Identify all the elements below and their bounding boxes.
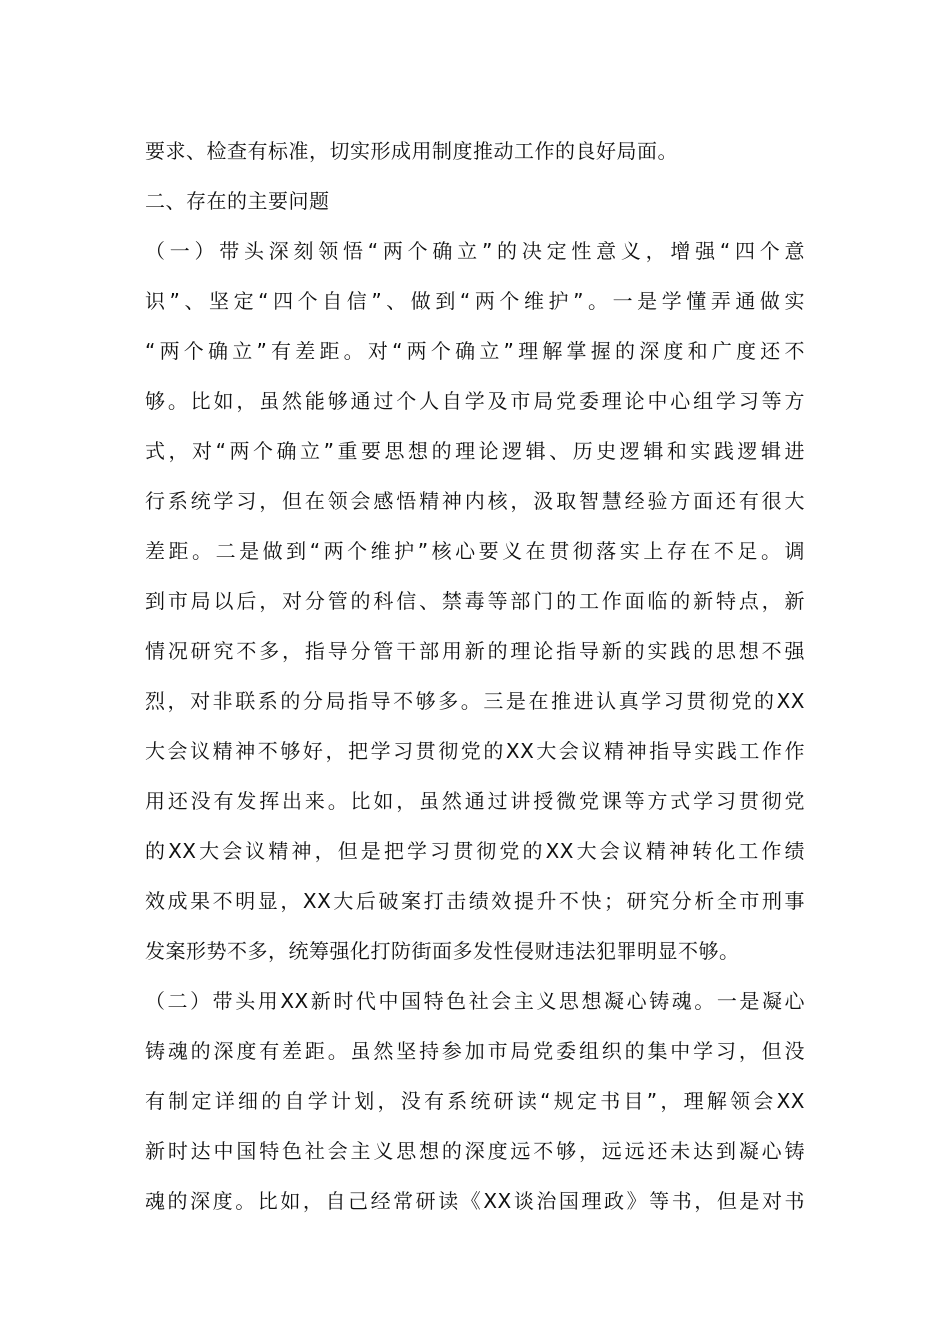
text-line: 情况研究不多，指导分管干部用新的理论指导新的实践的思想不强	[145, 639, 805, 663]
text-line: 大会议精神不够好，把学习贯彻党的XX大会议精神指导实践工作作	[145, 739, 805, 763]
text-line: 够。比如，虽然能够通过个人自学及市局党委理论中心组学习等方	[145, 389, 805, 413]
text-line: 有制定详细的自学计划，没有系统研读“规定书目”，理解领会XX	[145, 1089, 805, 1113]
text-line: 新时达中国特色社会主义思想的深度远不够，远远还未达到凝心铸	[145, 1139, 805, 1163]
text-line: 烈，对非联系的分局指导不够多。三是在推进认真学习贯彻党的XX	[145, 689, 805, 713]
text-line: （二）带头用XX新时代中国特色社会主义思想凝心铸魂。一是凝心	[145, 989, 805, 1013]
text-line: 行系统学习，但在领会感悟精神内核，汲取智慧经验方面还有很大	[145, 489, 805, 513]
section-heading: 二、存在的主要问题	[145, 189, 330, 213]
text-line: 用还没有发挥出来。比如，虽然通过讲授微党课等方式学习贯彻党	[145, 789, 805, 813]
text-line: 的XX大会议精神，但是把学习贯彻党的XX大会议精神转化工作绩	[145, 839, 805, 863]
text-line: （一）带头深刻领悟“两个确立”的决定性意义，增强“四个意	[145, 239, 805, 263]
text-line: 差距。二是做到“两个维护”核心要义在贯彻落实上存在不足。调	[145, 539, 805, 563]
text-line: 式，对“两个确立”重要思想的理论逻辑、历史逻辑和实践逻辑进	[145, 439, 805, 463]
text-line: 要求、检查有标准，切实形成用制度推动工作的良好局面。	[145, 139, 678, 163]
text-line: 发案形势不多，统筹强化打防街面多发性侵财违法犯罪明显不够。	[145, 939, 740, 963]
document-body	[145, 126, 805, 1226]
text-line: 效成果不明显，XX大后破案打击绩效提升不快；研究分析全市刑事	[145, 889, 805, 913]
text-line: 铸魂的深度有差距。虽然坚持参加市局党委组织的集中学习，但没	[145, 1039, 805, 1063]
text-line: 魂的深度。比如，自己经常研读《XX谈治国理政》等书，但是对书	[145, 1189, 805, 1213]
text-line: “两个确立”有差距。对“两个确立”理解掌握的深度和广度还不	[145, 339, 805, 363]
text-line: 识”、坚定“四个自信”、做到“两个维护”。一是学懂弄通做实	[145, 289, 805, 313]
text-line: 到市局以后，对分管的科信、禁毒等部门的工作面临的新特点，新	[145, 589, 805, 613]
